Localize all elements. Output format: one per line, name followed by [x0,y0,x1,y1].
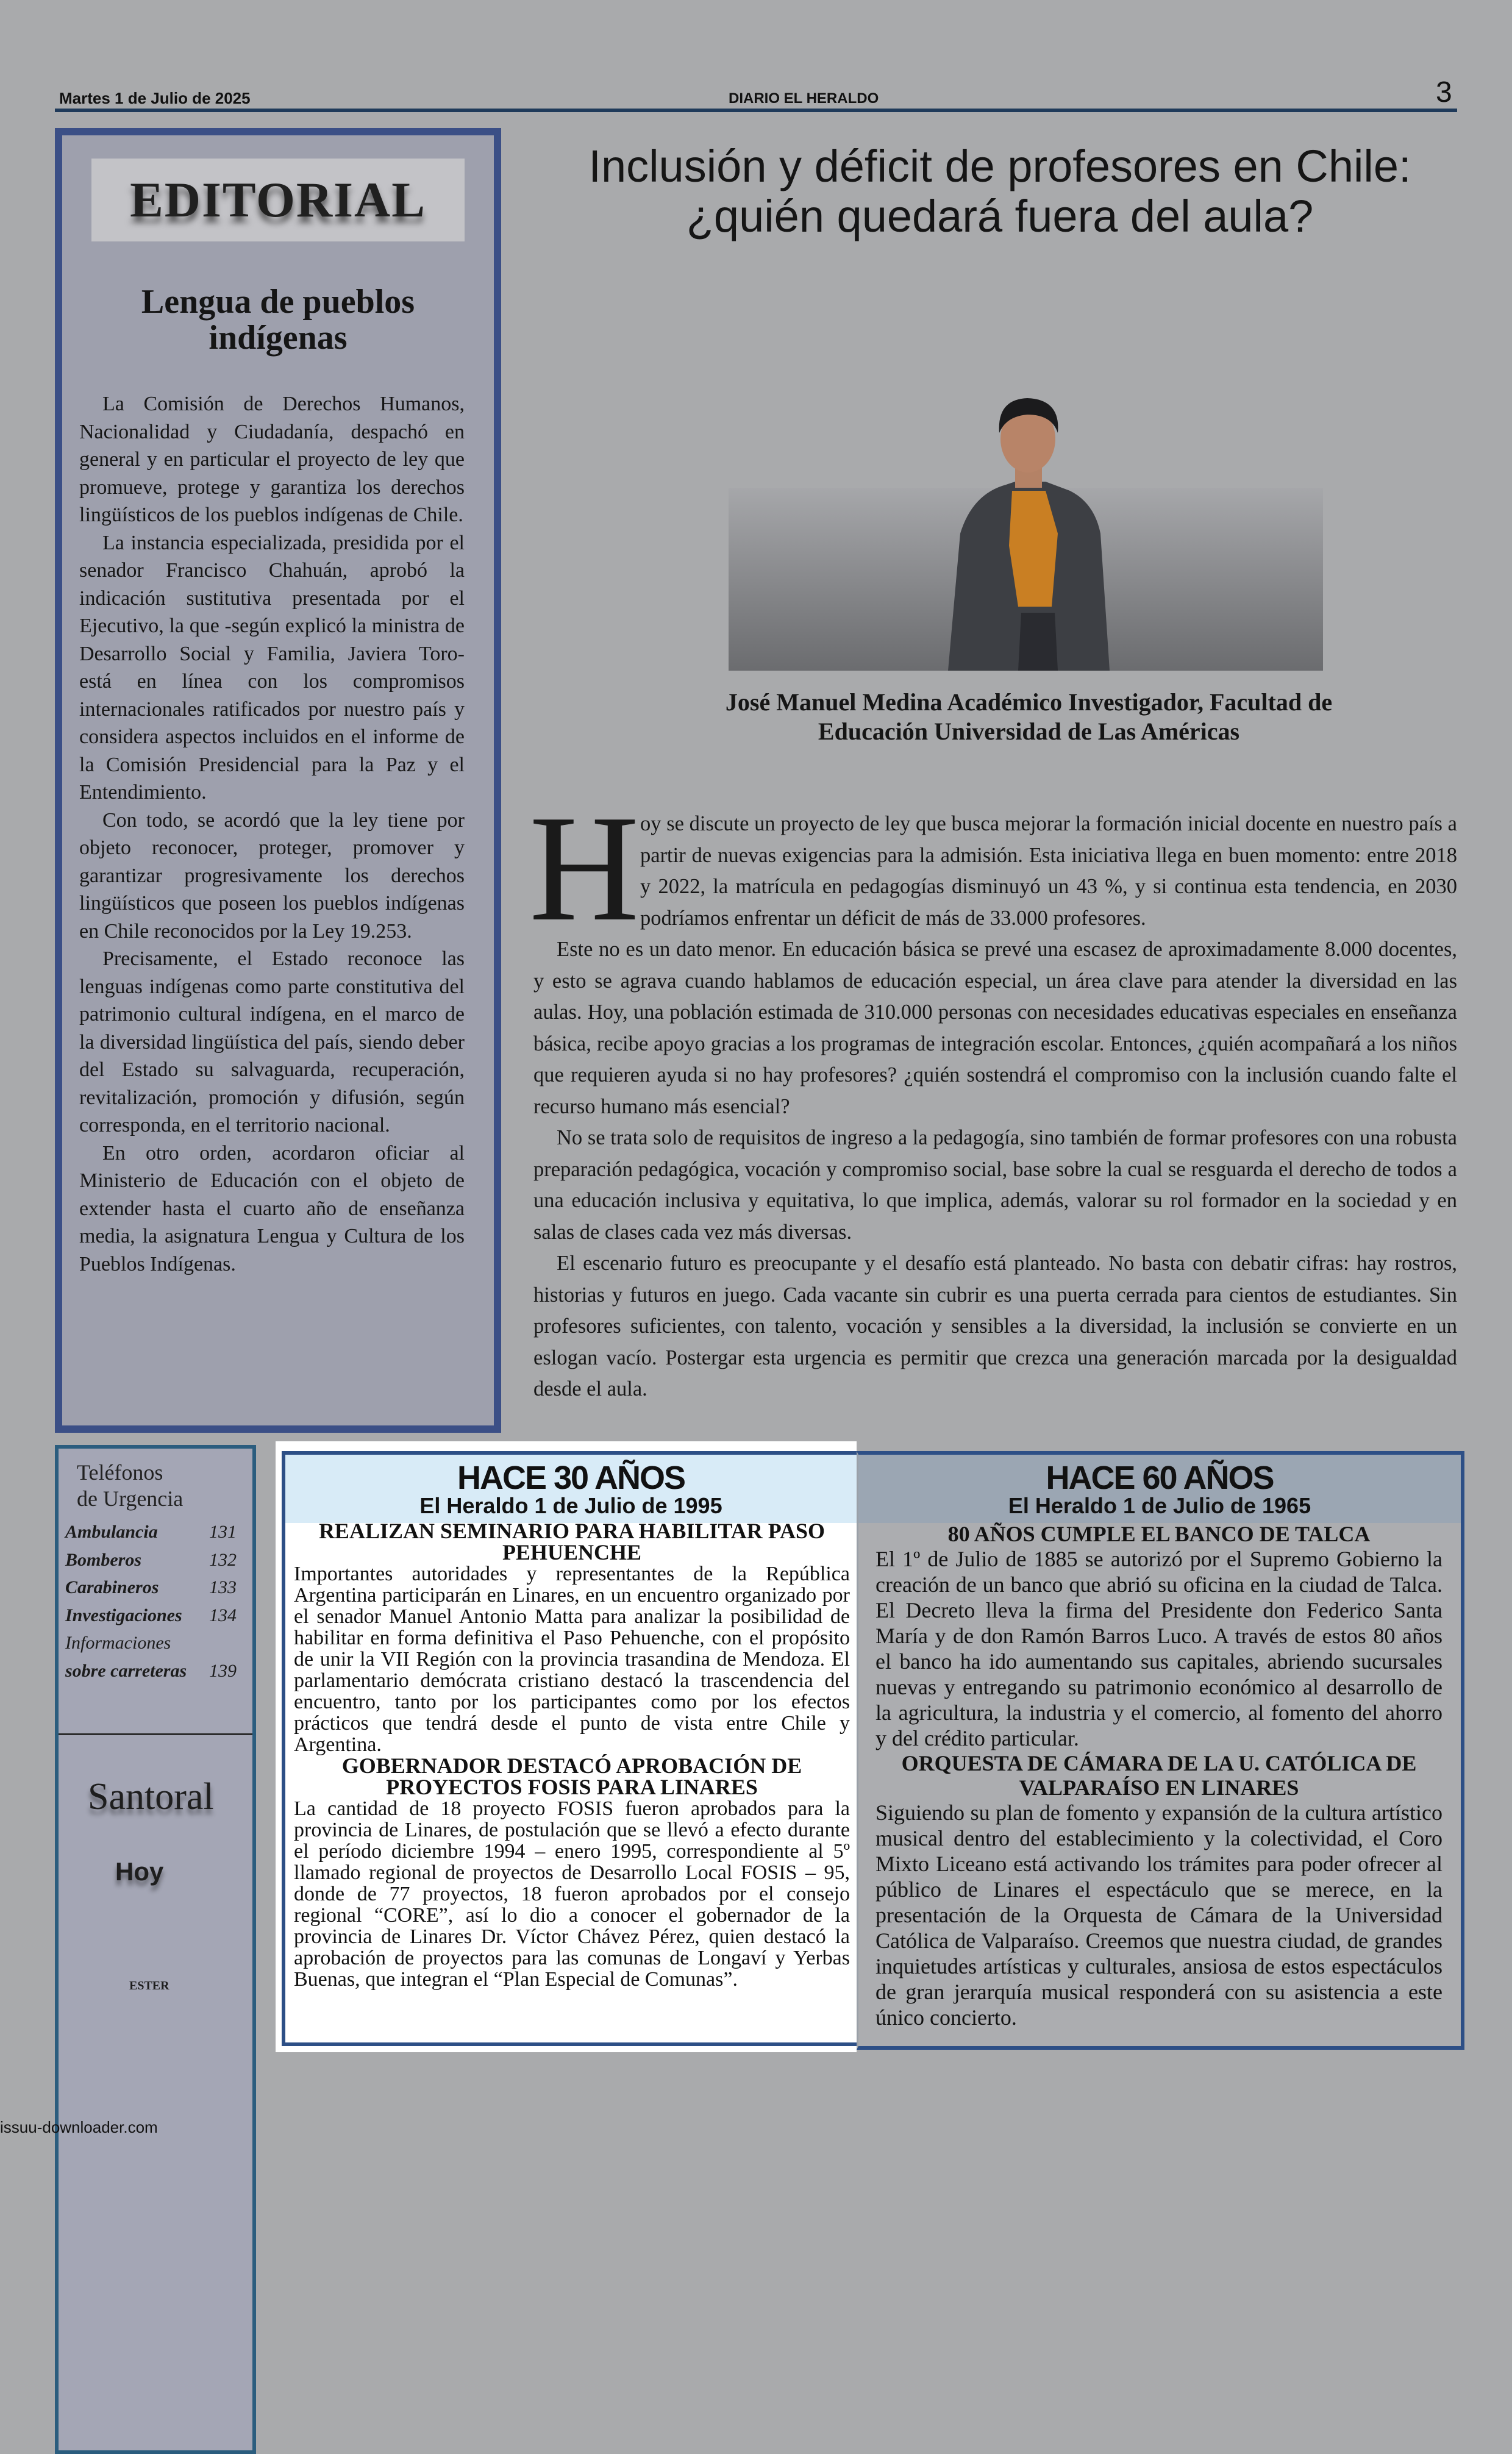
hace-30-body [294,1521,850,1990]
emergency-service-name: Ambulancia [65,1522,158,1542]
article-paragraph: Este no es un dato menor. En educación básica se prevé una escasez de aproximadamente 8.000 docentes, y esto se agrava cuando hablamos de educación especial, un área clave para atender la diversidad en las aulas. Hoy, una población estimada de 310.000 personas con necesidades educativas especiales en enseñanza básica, recibe apoyo gracias a los programas de integración escolar. Entonces, ¿quién acompañará a los niños que requieren ayuda si no hay profesores? ¿quién sostendrá el compromiso con la inclusión cuando falte el recurso humano más esencial? [533,938,1457,1118]
editorial-paragraph: En otro orden, acordaron oficiar al Ministerio de Educación con el objeto de extender hasta el cuarto año de enseñanza media, la asignatura Lengua y Cultura de los Pueblos Indígenas. [79,1141,465,1275]
hace-30-subheading: El Heraldo 1 de Julio de 1995 [419,1493,722,1518]
header-rule [55,109,1457,112]
editorial-paragraph: Precisamente, el Estado reconoce las lenguas indígenas como parte constitutiva del patrimonio cultural indígena, en el marco de la diversidad lingüística del país, siendo deber del Estado su salvaguarda, recuperación, revitalización, promoción y difusión, según corresponda, en el territorio nacional. [79,947,465,1136]
hace-60-story-title: 80 AÑOS CUMPLE EL BANCO DE TALCA [947,1522,1371,1546]
santoral-title: Santoral [88,1776,214,1817]
emergency-service-name: Carabineros [65,1577,159,1597]
hace-60-story-text: Siguiendo su plan de fomento y expansión de la cultura artístico musical dentro del establecimiento y la colectividad, el Coro Mixto Liceano está activando los trámites para poder ofrecer al público de Linares el espectáculo que se merece, en la presentación de la Orquesta de Cámara de la Universidad Católica de Valparaíso. Creemos que nuestra ciudad, de grandes inquietudes artísticas y culturales, ansiosa de estos espectáculos de gran jerarquía musical responderá con su asistencia a este único concierto. [875,1800,1442,2030]
article-paragraph: No se trata solo de requisitos de ingreso a la pedagogía, sino también de formar profesores con una robusta preparación pedagógica, vocación y compromiso social, base sobre la cual se resguarda el derecho de todos a una educación inclusiva y equitativa, lo que implica, además, valorar su rol formador en la sociedad y en salas de clases cada vez más diversas. [533,1126,1457,1244]
header-date: Martes 1 de Julio de 2025 [59,89,251,107]
emergency-service-number: 131 [209,1522,237,1542]
article-headline: Inclusión y déficit de profesores en Chile: ¿quién quedará fuera del aula? [588,141,1411,241]
santoral-name: ESTER [129,1979,169,1992]
emergency-service-name: Investigaciones [65,1605,182,1625]
editorial-title: Lengua de pueblos indígenas [141,283,415,357]
author-photo [729,351,1323,671]
header-paper-name: DIARIO EL HERALDO [729,90,879,107]
emergency-service-number: 132 [209,1550,237,1570]
editorial-banner [91,159,465,241]
page-number: 3 [1436,76,1452,109]
hace-30-story-title: REALIZAN SEMINARIO PARA HABILITAR PASO PEHUENCHE [318,1519,826,1564]
hace-30-heading: HACE 30 AÑOS [457,1460,685,1496]
editorial-body [79,390,465,1278]
emergency-service-name: sobre carreteras [65,1661,187,1681]
santoral-today-label: Hoy [115,1857,164,1886]
article-body [533,808,1457,1405]
editorial-banner-label: EDITORIAL [130,172,426,227]
photo-caption: José Manuel Medina Académico Investigador, Facultad de Educación Universidad de Las Américas [725,688,1333,745]
emergency-service-number: 139 [209,1661,237,1681]
hace-60-story-title: ORQUESTA DE CÁMARA DE LA U. CATÓLICA DE VALPARAÍSO EN LINARES [901,1751,1417,1800]
hace-60-subheading: El Heraldo 1 de Julio de 1965 [1008,1493,1311,1518]
hace-30-story-title: GOBERNADOR DESTACÓ APROBACIÓN DE PROYECTOS FOSIS PARA LINARES [341,1753,802,1799]
editorial-paragraph: Con todo, se acordó que la ley tiene por objeto reconocer, proteger, promover y garantizar progresivamente los derechos lingüísticos que poseen los pueblos indígenas en Chile reconocidos por la Ley 19.253. [79,808,465,943]
hace-30-story-text: La cantidad de 18 proyecto FOSIS fueron aprobados para la provincia de Linares, de postulación que se llevó a efecto durante el período diciembre 1994 – enero 1995, correspondiente al 5º llamado regional de proyectos de Desarrollo Local FOSIS – 95, donde de 77 proyectos, 18 fueron aprobados por el consejo regional “CORE”, así lo dio a conocer el gobernador de la provincia de Linares Dr. Víctor Chávez Pérez, quien destacó la aprobación de proyectos para las comunas de Longaví y Yerbas Buenas, que integran el “Plan Especial de Comunas”. [294,1797,850,1991]
watermark-link[interactable]: issuu-downloader.com [0,2118,158,2136]
hace-60-body [875,1522,1442,2030]
hace-60-heading: HACE 60 AÑOS [1046,1460,1274,1496]
hace-60-story-text: El 1º de Julio de 1885 se autorizó por el Supremo Gobierno la creación de un banco que abrió su oficina en la ciudad de Talca. El Decreto lleva la firma del Presidente don Federico Santa María y de don Ramón Barros Luco. A través de estos 80 años el banco ha ido aumentando sus capitales, abriendo sucursales nuevas y entregando su patrimonio económico al desarrollo de la agricultura, la industria y el comercio, al fomento del ahorro y del crédito particular. [875,1547,1442,1750]
editorial-paragraph: La instancia especializada, presidida por el senador Francisco Chahuán, aprobó la indicación sustitutiva presentada por el Ejecutivo, la que -según explicó la ministra de Desarrollo Social y Familia, Javiera Toro- está en línea con los compromisos internacionales ratificados por nuestro país y considera aspectos incluidos en el informe de la Comisión Presidencial para la Paz y el Entendimiento. [79,531,465,804]
emergency-service-name: Informaciones [65,1633,171,1653]
hace-30-story-text: Importantes autoridades y representantes de la República Argentina participarán en Linares, en un encuentro organizado por el senador Manuel Antonio Matta para analizar la posibilidad de habilitar en forma definitiva el Paso Pehuenche, con el propósito de unir la VII Región con la provincia trasandina de Mendoza. El parlamentario demócrata cristiano destacó la trascendencia del encuentro, tanto por los participantes como por los efectos prácticos que tendrá desde el punto de vista entre Chile y Argentina. [294,1563,850,1756]
box-divider [59,1733,252,1735]
editorial-paragraph: La Comisión de Derechos Humanos, Nacionalidad y Ciudadanía, despachó en general y en particular el proyecto de ley que promueve, protege y garantiza los derechos lingüísticos de los pueblos indígenas de Chile. [79,393,465,526]
emergency-phones-title: Teléfonos de Urgencia [77,1460,184,1511]
drop-cap-space [533,808,640,933]
emergency-service-number: 134 [209,1605,237,1625]
emergency-service-name: Bomberos [65,1550,142,1570]
drop-cap: H [529,784,640,953]
article-paragraph: El escenario futuro es preocupante y el desafío está planteado. No basta con debatir cifras: hay rostros, historias y futuros en juego. Cada vacante sin cubrir es una puerta cerrada para cientos de estudiantes. Sin profesores suficientes, con talento, vocación y sensibles a la diversidad, la inclusión se convierte en un eslogan vacío. Postergar esta urgencia es permitir que crezca una generación marcada por la desigualdad desde el aula. [533,1252,1457,1400]
emergency-service-number: 133 [209,1577,237,1597]
article-paragraph: oy se discute un proyecto de ley que busca mejorar la formación inicial docente en nuestro país a partir de nuevas exigencias para la admisión. Esta iniciativa llega en buen momento: entre 2018 y 2022, la matrícula en pedagogías disminuyó un 43 %, y si continua esta tendencia, en 2030 podríamos enfrentar un déficit de más de 33.000 profesores. [640,812,1457,930]
